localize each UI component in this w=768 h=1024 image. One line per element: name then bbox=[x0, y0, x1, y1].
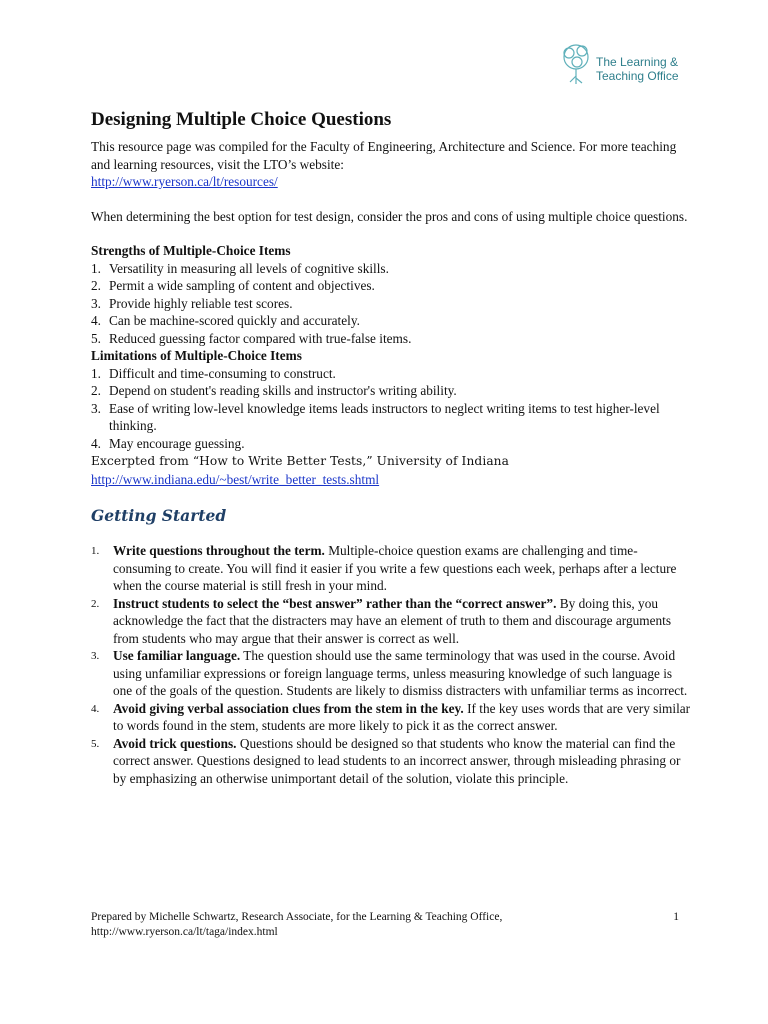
intro-text: This resource page was compiled for the Faculty of Engineering, Architecture and Science. For more teaching and learning resources, visit the LTO’s website: bbox=[91, 139, 677, 172]
list-item: 3. Provide highly reliable test scores. bbox=[91, 295, 293, 311]
list-item: 4. Avoid giving verbal association clues from the stem in the key. If the key uses words that are very similar to words found in the stem, students are more likely to pick it as the correct answer. bbox=[91, 700, 691, 733]
list-item: 3. Ease of writing low-level knowledge items leads instructors to neglect writing items to test higher-level thinking. bbox=[91, 400, 660, 433]
strengths-list bbox=[91, 260, 691, 348]
document-body bbox=[91, 108, 691, 787]
strengths-heading: Strengths of Multiple-Choice Items bbox=[91, 243, 291, 258]
logo-line1: The Learning & bbox=[596, 55, 679, 69]
page-number: 1 bbox=[673, 911, 679, 923]
footer-credit: Prepared by Michelle Schwartz, Research Associate, for the Learning & Teaching Office, bbox=[91, 911, 503, 923]
list-item: 4. May encourage guessing. bbox=[91, 435, 245, 451]
intro-paragraph bbox=[91, 138, 691, 191]
excerpt-text: Excerpted from “How to Write Better Tests,” University of Indiana bbox=[91, 454, 509, 468]
excerpt-paragraph bbox=[91, 452, 691, 488]
design-paragraph: When determining the best option for test design, consider the pros and cons of using multiple choice questions. bbox=[91, 208, 688, 224]
list-item: 3. Use familiar language. The question should use the same terminology that was used in the course. Avoid using unfamiliar expressions or foreign language terms, unless measuring knowledge of such language is one of the goals of the question. Students are likely to dismiss distracters with unfamiliar terms as incorrect. bbox=[91, 648, 688, 698]
logo-line2: Teaching Office bbox=[596, 69, 679, 83]
getting-started-heading: Getting Started bbox=[91, 506, 227, 525]
tree-icon bbox=[558, 40, 594, 88]
page-footer bbox=[91, 910, 691, 940]
list-item: 2. Depend on student's reading skills and instructor's writing ability. bbox=[91, 383, 457, 398]
list-item: 1. Versatility in measuring all levels of cognitive skills. bbox=[91, 260, 389, 276]
page-title: Designing Multiple Choice Questions bbox=[91, 109, 392, 130]
lto-logo bbox=[558, 40, 698, 88]
list-item: 1. Difficult and time-consuming to construct. bbox=[91, 365, 336, 381]
list-item: 4. Can be machine-scored quickly and accurately. bbox=[91, 313, 360, 328]
list-item: 2. Permit a wide sampling of content and objectives. bbox=[91, 278, 375, 293]
list-item: 2. Instruct students to select the “best answer” rather than the “correct answer”. By doing this, you acknowledge the fact that the distracters may have an element of truth to them and discourage arguments from students who may argue that their answer is correct as well. bbox=[91, 595, 672, 646]
limitations-list bbox=[91, 365, 691, 453]
footer-url: http://www.ryerson.ca/lt/taga/index.html bbox=[91, 926, 278, 938]
getting-started-list bbox=[91, 542, 691, 787]
list-item: 5. Avoid trick questions. Questions should be designed so that students who know the material can find the correct answer. Questions designed to lead students to an incorrect answer, through misleading phrasing or by emphasizing an otherwise unimportant detail of the solution, violate this principle. bbox=[91, 735, 681, 786]
resources-link[interactable]: http://www.ryerson.ca/lt/resources/ bbox=[91, 174, 278, 189]
limitations-heading: Limitations of Multiple-Choice Items bbox=[91, 348, 302, 363]
list-item: 1. Write questions throughout the term. Multiple-choice question exams are challenging and time-consuming to create. You will find it easier if you write a few questions each week, perhaps after a lecture when the course material is still fresh in your mind. bbox=[91, 543, 677, 593]
indiana-link[interactable]: http://www.indiana.edu/~best/write_better_tests.shtml bbox=[91, 471, 380, 487]
list-item: 5. Reduced guessing factor compared with true-false items. bbox=[91, 330, 412, 346]
